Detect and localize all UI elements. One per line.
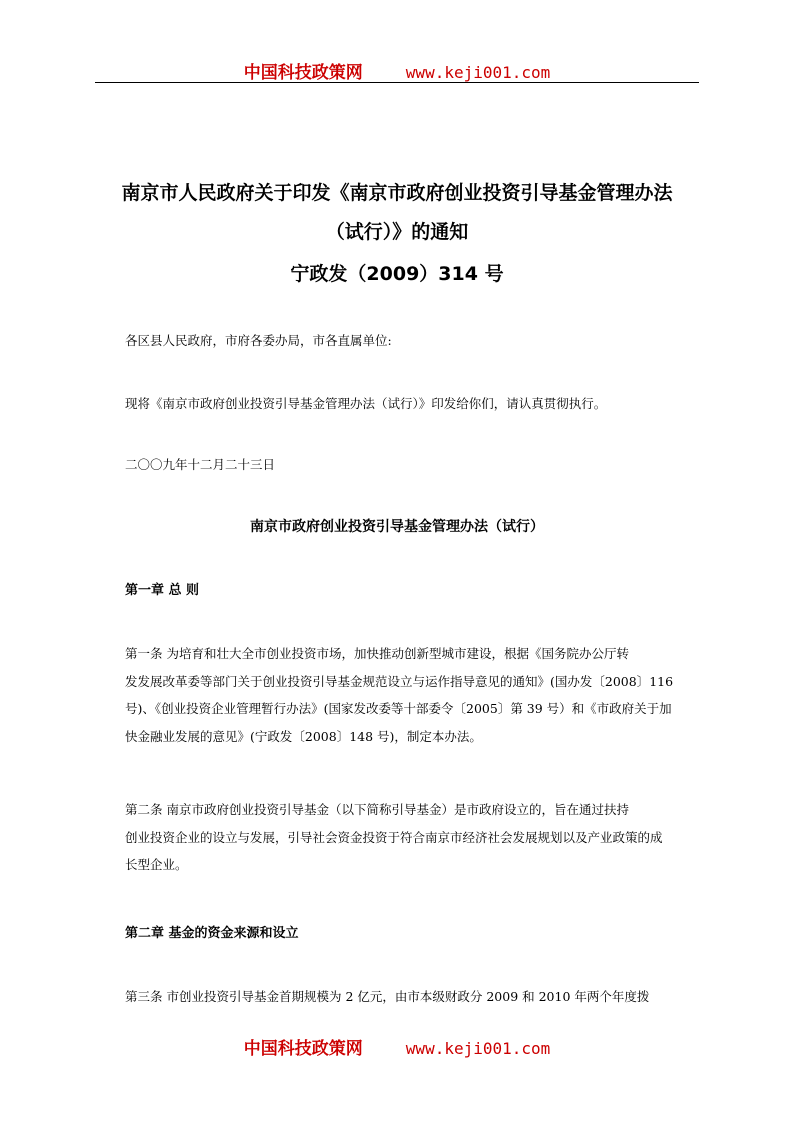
notice-text: 现将《南京市政府创业投资引导基金管理办法（试行）》印发给你们，请认真贯彻执行。 <box>125 396 607 411</box>
document-title-line1: 南京市人民政府关于印发《南京市政府创业投资引导基金管理办法 <box>121 182 673 204</box>
article-line: 长型企业。 <box>125 857 188 872</box>
addressee: 各区县人民政府，市府各委办局，市各直属单位: <box>125 333 392 348</box>
page-header <box>0 58 794 84</box>
regulation-title: 南京市政府创业投资引导基金管理办法（试行） <box>250 519 544 535</box>
article-line: 创业投资企业的设立与发展，引导社会资金投资于符合南京市经济社会发展规划以及产业政策的成 <box>125 829 663 845</box>
page-footer <box>0 1034 794 1060</box>
issue-date: 二〇〇九年十二月二十三日 <box>125 457 276 472</box>
document-title-line2: （试行）》的通知 <box>325 221 469 243</box>
chapter-heading: 第二章 基金的资金来源和设立 <box>125 926 299 941</box>
article-line: 第二条 南京市政府创业投资引导基金（以下简称引导基金）是市政府设立的，旨在通过扶持 <box>125 802 629 817</box>
article-2 <box>125 796 673 879</box>
footer-site-url[interactable]: www.keji001.com <box>405 1039 551 1058</box>
header-site-name: 中国科技政策网 <box>243 63 363 83</box>
footer-site-name: 中国科技政策网 <box>243 1039 363 1059</box>
header-divider <box>95 82 699 83</box>
header-site-url[interactable]: www.keji001.com <box>405 63 551 82</box>
article-line: 号)、《创业投资企业管理暂行办法》(国家发改委等十部委令〔2005〕第 39 号）和《市政府关于加 <box>125 701 672 716</box>
document-number: 宁政发（2009）314 号 <box>290 263 504 285</box>
article-line: 发发展改革委等部门关于创业投资引导基金规范设立与运作指导意见的通知》(国办发〔2008〕116 <box>125 673 674 689</box>
article-3 <box>125 983 673 1011</box>
article-line: 快金融业发展的意见》(宁政发〔2008〕148 号)，制定本办法。 <box>125 728 482 744</box>
article-line: 第三条 市创业投资引导基金首期规模为 2 亿元，由市本级财政分 2009 和 2010 年两个年度拨 <box>125 989 650 1004</box>
article-1 <box>125 640 673 750</box>
chapter-heading: 第一章 总 则 <box>125 583 200 598</box>
article-line: 第一条 为培育和壮大全市创业投资市场，加快推动创新型城市建设，根据《国务院办公厅转 <box>125 646 629 661</box>
